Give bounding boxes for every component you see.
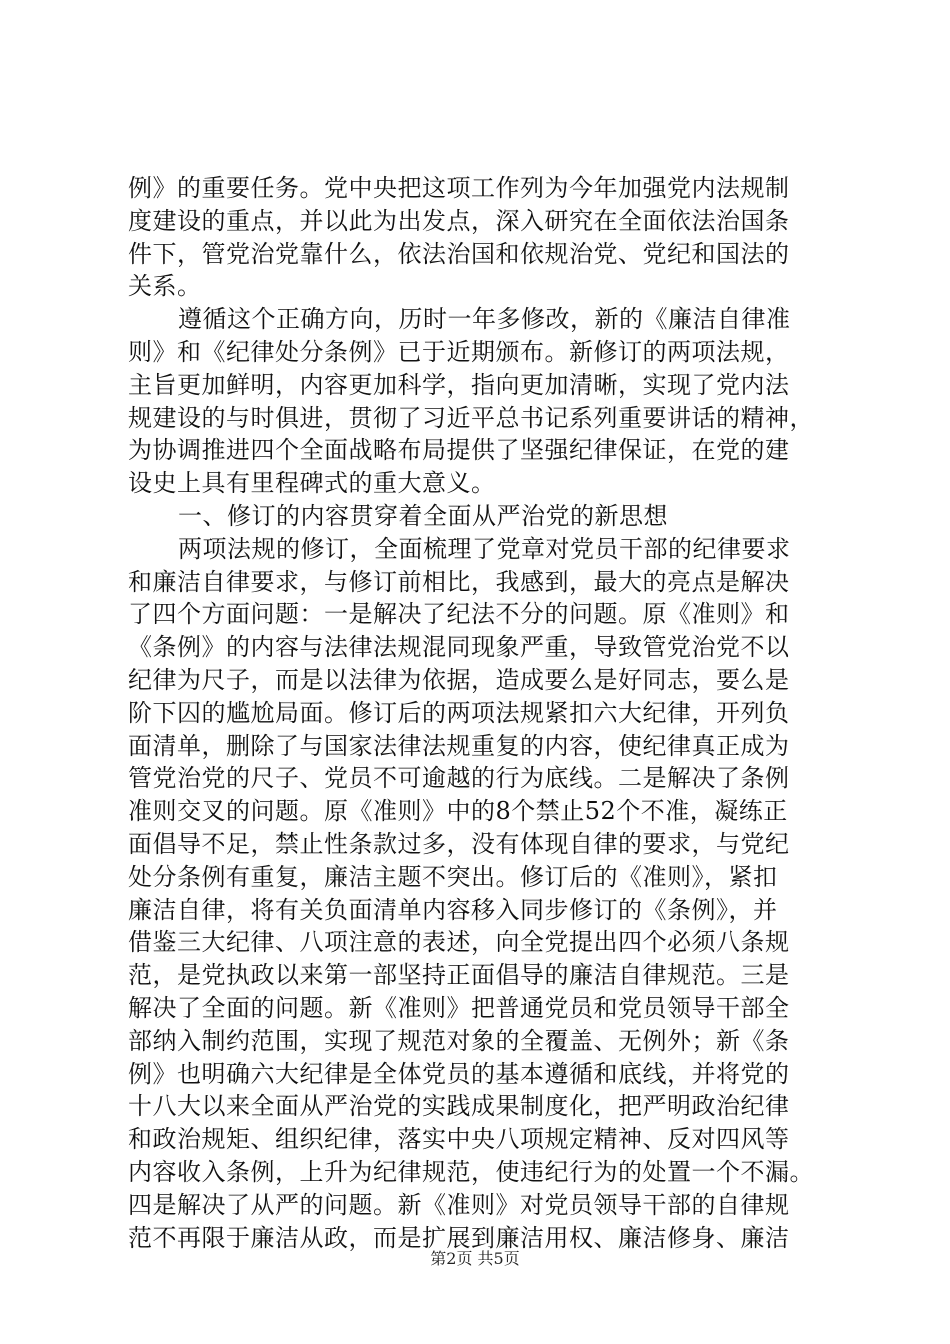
paragraph-first-line: 两项法规的修订，全面梳理了党章对党员干部的纪律要求	[178, 534, 791, 563]
text-line: 为协调推进四个全面战略布局提供了坚强纪律保证，在党的建	[128, 436, 790, 465]
text-line: 例》的重要任务。党中央把这项工作列为今年加强党内法规制	[128, 174, 790, 202]
text-line: 面清单，删除了与国家法律法规重复的内容，使纪律真正成为	[128, 731, 790, 760]
text-line: 和政治规矩、组织纪律，落实中央八项规定精神、反对四风等	[128, 1125, 790, 1154]
text-line: 范不再限于廉洁从政，而是扩展到廉洁用权、廉洁修身、廉洁	[128, 1223, 790, 1252]
page-footer: 第2页 共5页	[430, 1249, 520, 1268]
text-line: 主旨更加鲜明，内容更加科学，指向更加清晰，实现了党内法	[128, 370, 790, 399]
text-line: 解决了全面的问题。新《准则》把普通党员和党员领导干部全	[128, 993, 790, 1022]
text-line: 借鉴三大纪律、八项注意的表述，向全党提出四个必须八条规	[128, 928, 790, 957]
text-line: 部纳入制约范围，实现了规范对象的全覆盖、无例外；新《条	[128, 1026, 790, 1055]
text-line: 《条例》的内容与法律法规混同现象严重，导致管党治党不以	[128, 633, 790, 662]
text-line: 度建设的重点，并以此为出发点，深入研究在全面依法治国条	[128, 206, 790, 235]
text-line: 规建设的与时俱进，贯彻了习近平总书记系列重要讲话的精神，	[128, 403, 814, 432]
paragraph-first-line: 遵循这个正确方向，历时一年多修改，新的《廉洁自律准	[178, 305, 791, 334]
text-line: 四是解决了从严的问题。新《准则》对党员领导干部的自律规	[128, 1190, 790, 1219]
body-text	[128, 172, 832, 1254]
text-line: 内容收入条例，上升为纪律规范，使违纪行为的处置一个不漏。	[128, 1157, 814, 1186]
text-line: 范，是党执政以来第一部坚持正面倡导的廉洁自律规范。三是	[128, 961, 790, 990]
text-line: 则》和《纪律处分条例》已于近期颁布。新修订的两项法规，	[128, 337, 790, 366]
text-line: 了四个方面问题：一是解决了纪法不分的问题。原《准则》和	[128, 600, 790, 629]
text-line: 阶下囚的尴尬局面。修订后的两项法规紧扣六大纪律，开列负	[128, 698, 790, 727]
text-line: 面倡导不足，禁止性条款过多，没有体现自律的要求，与党纪	[128, 829, 790, 858]
text-line: 处分条例有重复，廉洁主题不突出。修订后的《准则》，紧扣	[128, 862, 778, 891]
text-line: 件下，管党治党靠什么，依法治国和依规治党、党纪和国法的	[128, 239, 790, 268]
text-line: 廉洁自律，将有关负面清单内容移入同步修订的《条例》，并	[128, 895, 778, 924]
text-line: 设史上具有里程碑式的重大意义。	[128, 469, 496, 498]
text-line: 例》也明确六大纪律是全体党员的基本遵循和底线，并将党的	[128, 1059, 790, 1088]
text-line: 关系。	[128, 272, 202, 301]
text-line: 准则交叉的问题。原《准则》中的8个禁止52个不准，凝练正	[128, 797, 788, 826]
text-line: 纪律为尺子，而是以法律为依据，造成要么是好同志，要么是	[128, 665, 790, 694]
text-line: 十八大以来全面从严治党的实践成果制度化，把严明政治纪律	[128, 1092, 790, 1121]
text-line: 管党治党的尺子、党员不可逾越的行为底线。二是解决了条例	[128, 764, 790, 793]
section-heading: 一、修订的内容贯穿着全面从严治党的新思想	[178, 501, 668, 530]
text-line: 和廉洁自律要求，与修订前相比，我感到，最大的亮点是解决	[128, 567, 790, 596]
